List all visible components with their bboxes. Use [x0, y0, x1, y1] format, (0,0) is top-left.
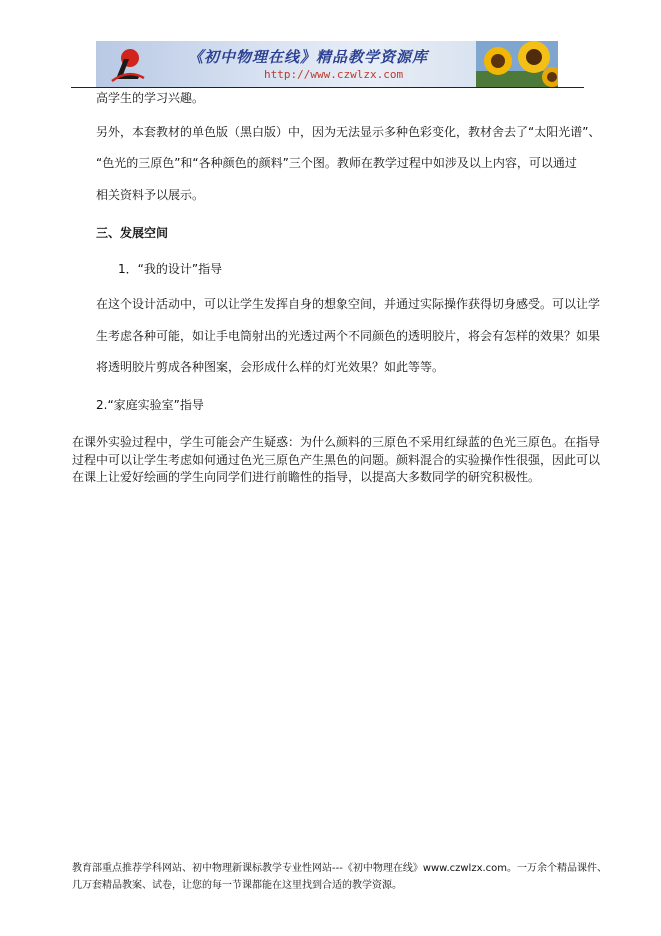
header-divider: [71, 87, 584, 88]
footer-line: 教育部重点推荐学科网站、初中物理新课标教学专业性网站---《初中物理在线》www.czwlzx.com。一万余个精品课件、: [72, 863, 608, 874]
banner-url[interactable]: http://www.czwlzx.com: [264, 68, 404, 81]
item-heading: 1．“我的设计”指导: [118, 262, 223, 276]
body-line: 在课外实验过程中，学生可能会产生疑惑：为什么颜料的三原色不采用红绿蓝的色光三原色。在指导: [72, 435, 601, 449]
section-heading: 三、发展空间: [96, 226, 169, 240]
body-line: 将透明胶片剪成各种图案，会形成什么样的灯光效果？如此等等。: [96, 360, 445, 374]
header-banner: [96, 41, 558, 87]
body-line: 在这个设计活动中，可以让学生发挥自身的想象空间，并通过实际操作获得切身感受。可以让学: [96, 297, 601, 311]
body-line: 过程中可以让学生考虑如何通过色光三原色产生黑色的问题。颜料混合的实验操作性很强，因此可以: [72, 453, 601, 467]
body-line: “色光的三原色”和“各种颜色的颜料”三个图。教师在教学过程中如涉及以上内容，可以通过: [96, 156, 577, 170]
sunflower-icon: [476, 41, 558, 87]
body-line: 相关资料予以展示。: [96, 188, 205, 202]
banner-title: 《初中物理在线》精品教学资源库: [188, 48, 429, 66]
body-line: 另外，本套教材的单色版（黑白版）中，因为无法显示多种色彩变化，教材舍去了“太阳光谱”、: [96, 125, 601, 139]
footer-line: 几万套精品教案、试卷，让您的每一节课都能在这里找到合适的教学资源。: [72, 880, 402, 891]
body-line: 生考虑各种可能，如让手电筒射出的光透过两个不同颜色的透明胶片，将会有怎样的效果？如果: [96, 329, 601, 343]
body-line: 在课上让爱好绘画的学生向同学们进行前瞻性的指导，以提高大多数同学的研究积极性。: [72, 470, 541, 484]
body-line: 高学生的学习兴趣。: [96, 91, 205, 105]
site-logo-icon: [110, 45, 146, 83]
item-heading: 2.“家庭实验室”指导: [96, 398, 204, 412]
